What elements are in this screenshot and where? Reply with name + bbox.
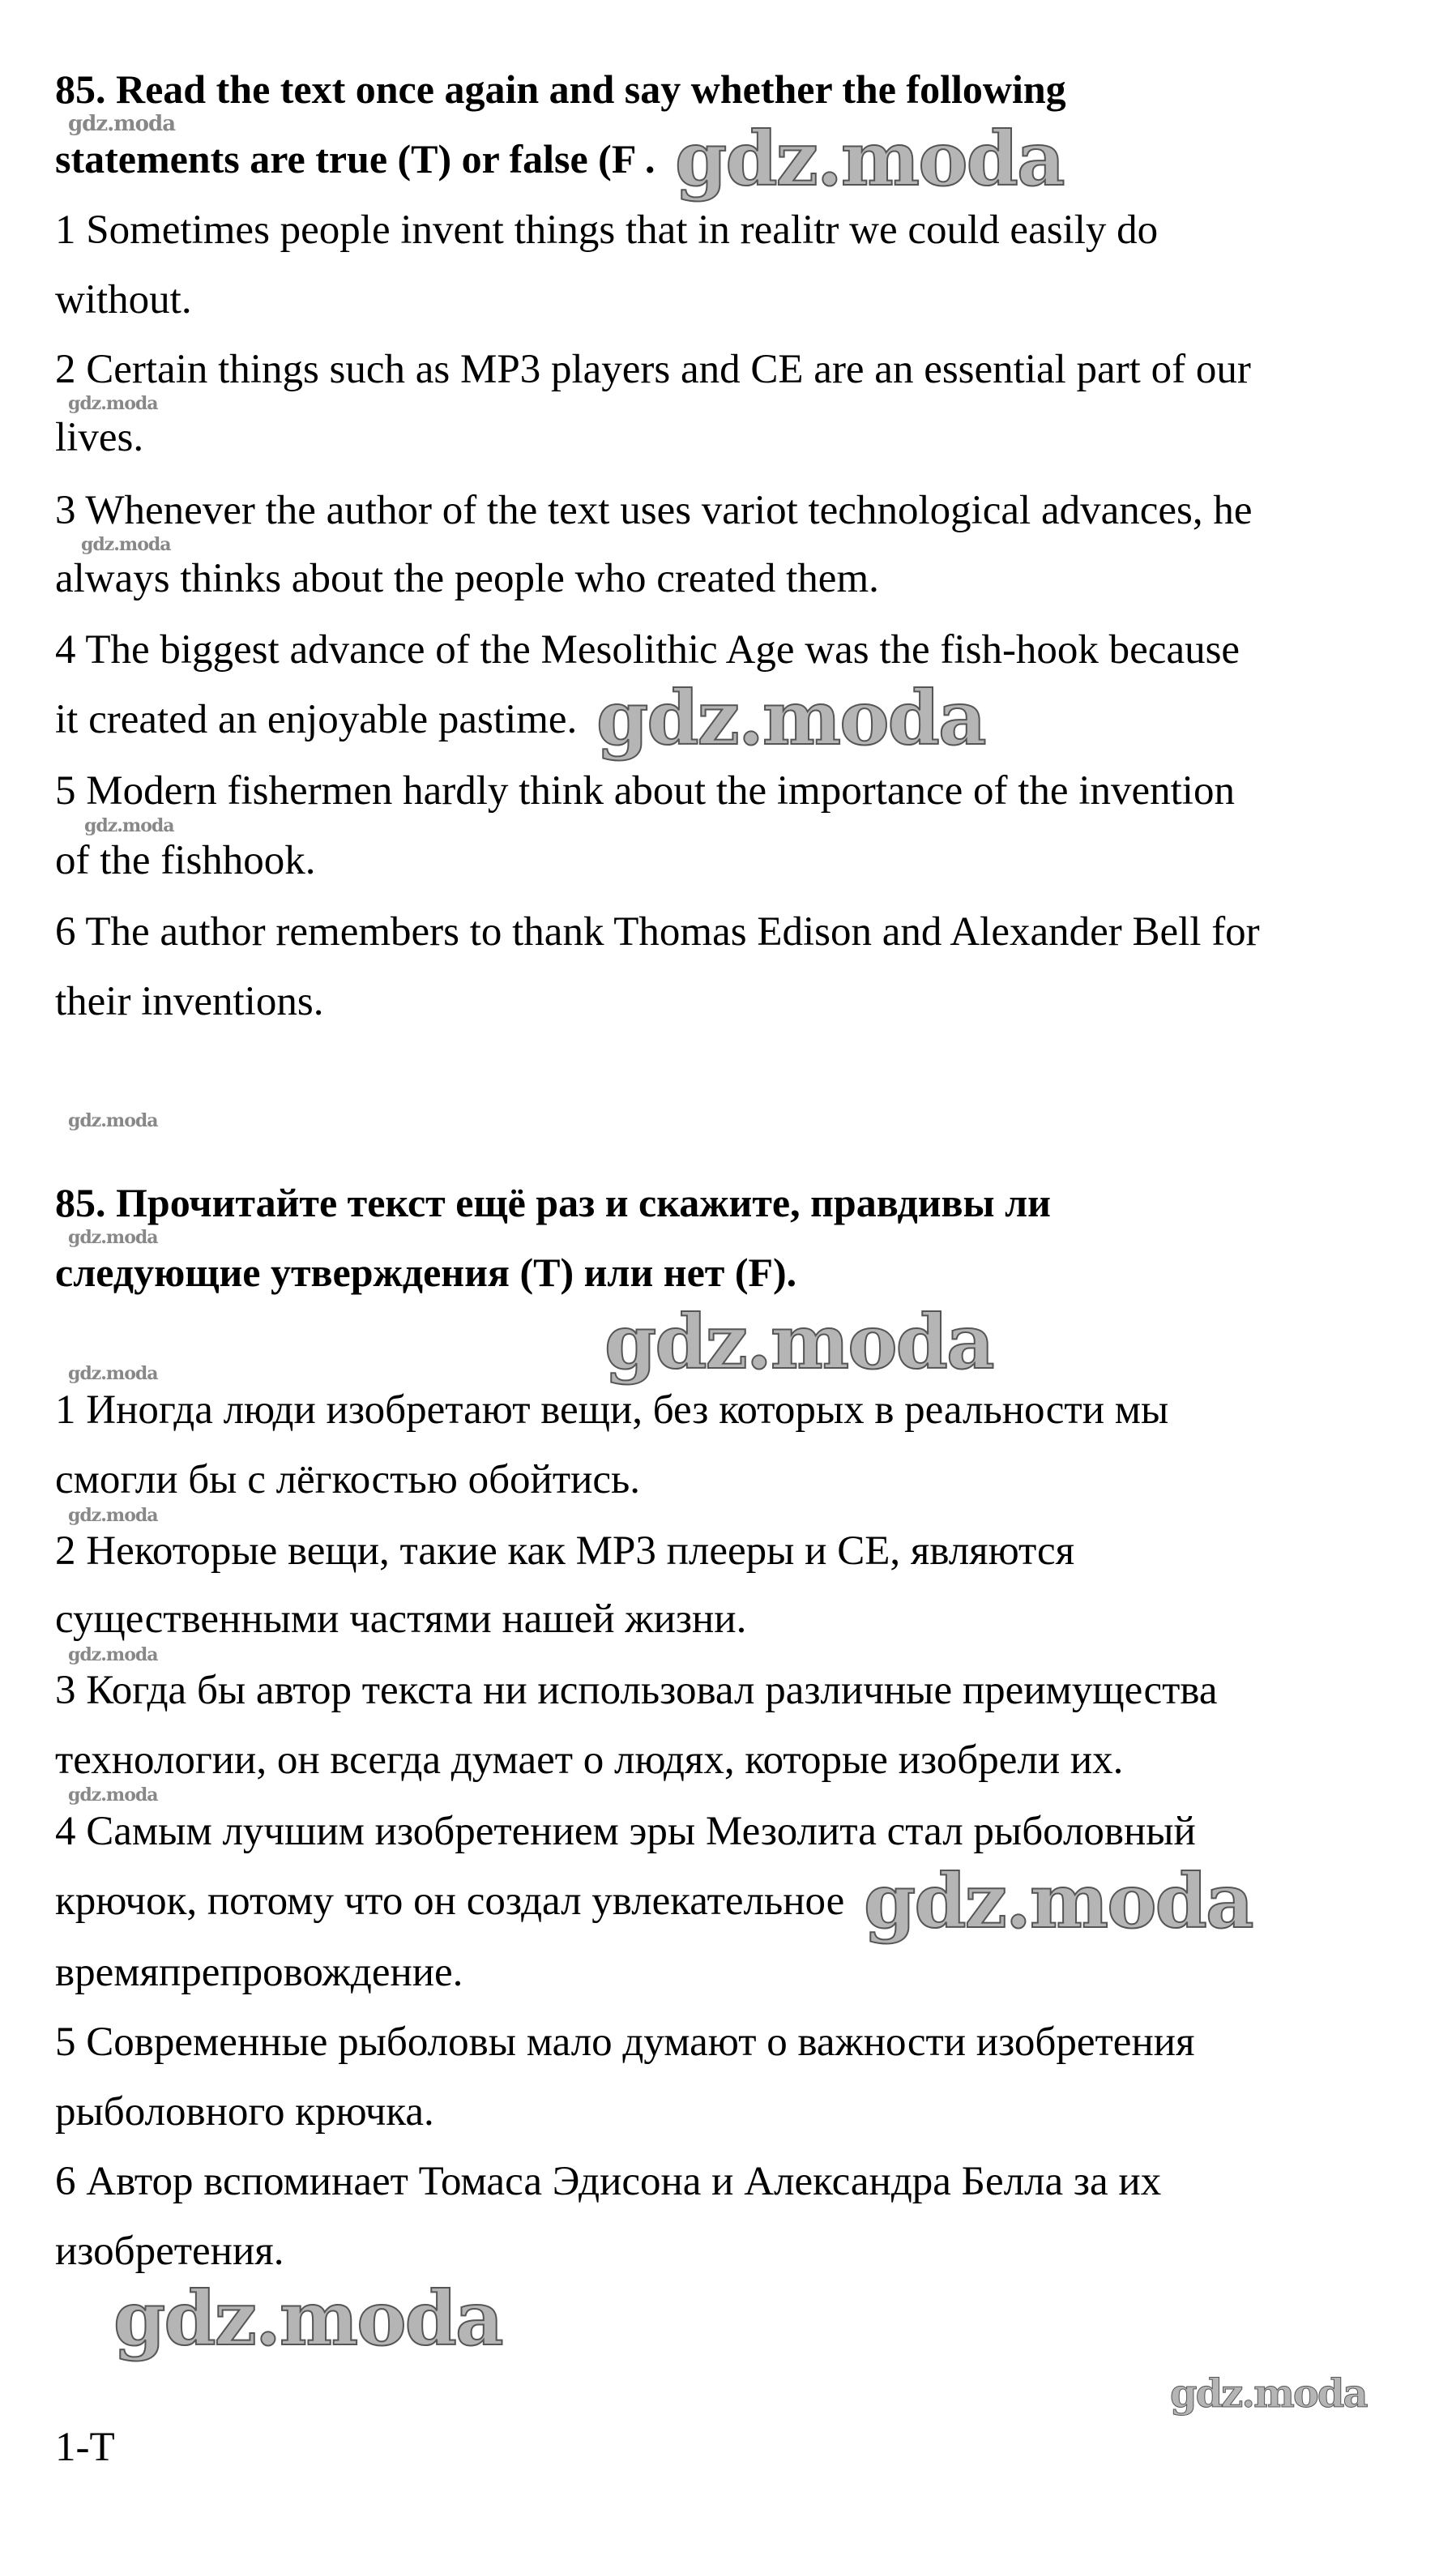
- statement-en-1: 1 Sometimes people invent things that in realitr we could easily do: [55, 207, 1159, 253]
- statement-ru-6-cont: изобретения.: [55, 2229, 284, 2274]
- watermark: gdz.moda: [68, 393, 158, 414]
- statement-en-3: 3 Whenever the author of the text uses variot technological advances, he: [55, 488, 1253, 533]
- watermark: gdz.moda: [604, 1298, 993, 1386]
- statement-en-3-cont: always thinks about the people who created them.: [55, 556, 879, 601]
- watermark: gdz.moda: [68, 112, 176, 136]
- statement-en-4-cont: it created an enjoyable pastime.: [55, 697, 578, 742]
- watermark: gdz.moda: [68, 1784, 158, 1806]
- statement-en-5: 5 Modern fishermen hardly think about the importance of the invention: [55, 768, 1235, 814]
- statement-en-2-cont: lives.: [55, 415, 144, 460]
- statement-en-6-cont: their inventions.: [55, 979, 324, 1024]
- answer-label: 1-T: [55, 2425, 115, 2470]
- statement-ru-4-cont: крючок, потому что он создал увлекательное: [55, 1878, 845, 1924]
- statement-en-1-cont: without.: [55, 277, 192, 323]
- watermark: gdz.moda: [68, 1110, 158, 1131]
- statement-ru-3-cont: технологии, он всегда думает о людях, которые изобрели их.: [55, 1737, 1124, 1783]
- statement-ru-1-cont: смогли бы с лёгкостью обойтись.: [55, 1457, 641, 1502]
- statement-ru-4-cont2: времяпрепровождение.: [55, 1950, 463, 1995]
- watermark: gdz.moda: [84, 815, 174, 836]
- statement-ru-1: 1 Иногда люди изобретают вещи, без которых в реальности мы: [55, 1387, 1169, 1433]
- statement-ru-3: 3 Когда бы автор текста ни использовал различные преимущества: [55, 1668, 1218, 1713]
- statement-en-5-cont: of the fishhook.: [55, 838, 316, 883]
- watermark: gdz.moda: [68, 1505, 158, 1526]
- watermark: gdz.moda: [68, 1644, 158, 1665]
- statement-en-4: 4 The biggest advance of the Mesolithic Age was the fish-hook because: [55, 627, 1240, 673]
- statement-ru-2-cont: существенными частями нашей жизни.: [55, 1596, 747, 1642]
- heading-en-line-1: 85. Read the text once again and say whether the following: [55, 66, 1066, 112]
- heading-ru-line-2: следующие утверждения (T) или нет (F).: [55, 1250, 797, 1295]
- watermark: gdz.moda: [81, 534, 171, 555]
- watermark: gdz.moda: [1170, 2371, 1367, 2417]
- heading-ru-line-1: 85. Прочитайте текст ещё раз и скажите, правдивы ли: [55, 1180, 1051, 1225]
- statement-ru-6: 6 Автор вспоминает Томаса Эдисона и Александра Белла за их: [55, 2159, 1162, 2204]
- watermark: gdz.moda: [675, 115, 1064, 203]
- watermark: gdz.moda: [113, 2275, 502, 2362]
- statement-ru-5-cont: рыболовного крючка.: [55, 2089, 434, 2135]
- watermark: gdz.moda: [864, 1857, 1253, 1945]
- watermark: gdz.moda: [68, 1227, 158, 1248]
- watermark: gdz.moda: [68, 1363, 158, 1384]
- statement-ru-5: 5 Современные рыболовы мало думают о важности изобретения: [55, 2019, 1195, 2065]
- statement-en-2: 2 Certain things such as MP3 players and CE are an essential part of our: [55, 347, 1251, 392]
- statement-ru-2: 2 Некоторые вещи, такие как MP3 плееры и CE, являются: [55, 1528, 1075, 1574]
- statement-en-6: 6 The author remembers to thank Thomas Edison and Alexander Bell for: [55, 909, 1260, 955]
- watermark: gdz.moda: [596, 674, 985, 762]
- statement-ru-4: 4 Самым лучшим изобретением эры Мезолита стал рыболовный: [55, 1809, 1196, 1854]
- heading-en-line-2: statements are true (T) or false (F .: [55, 136, 655, 182]
